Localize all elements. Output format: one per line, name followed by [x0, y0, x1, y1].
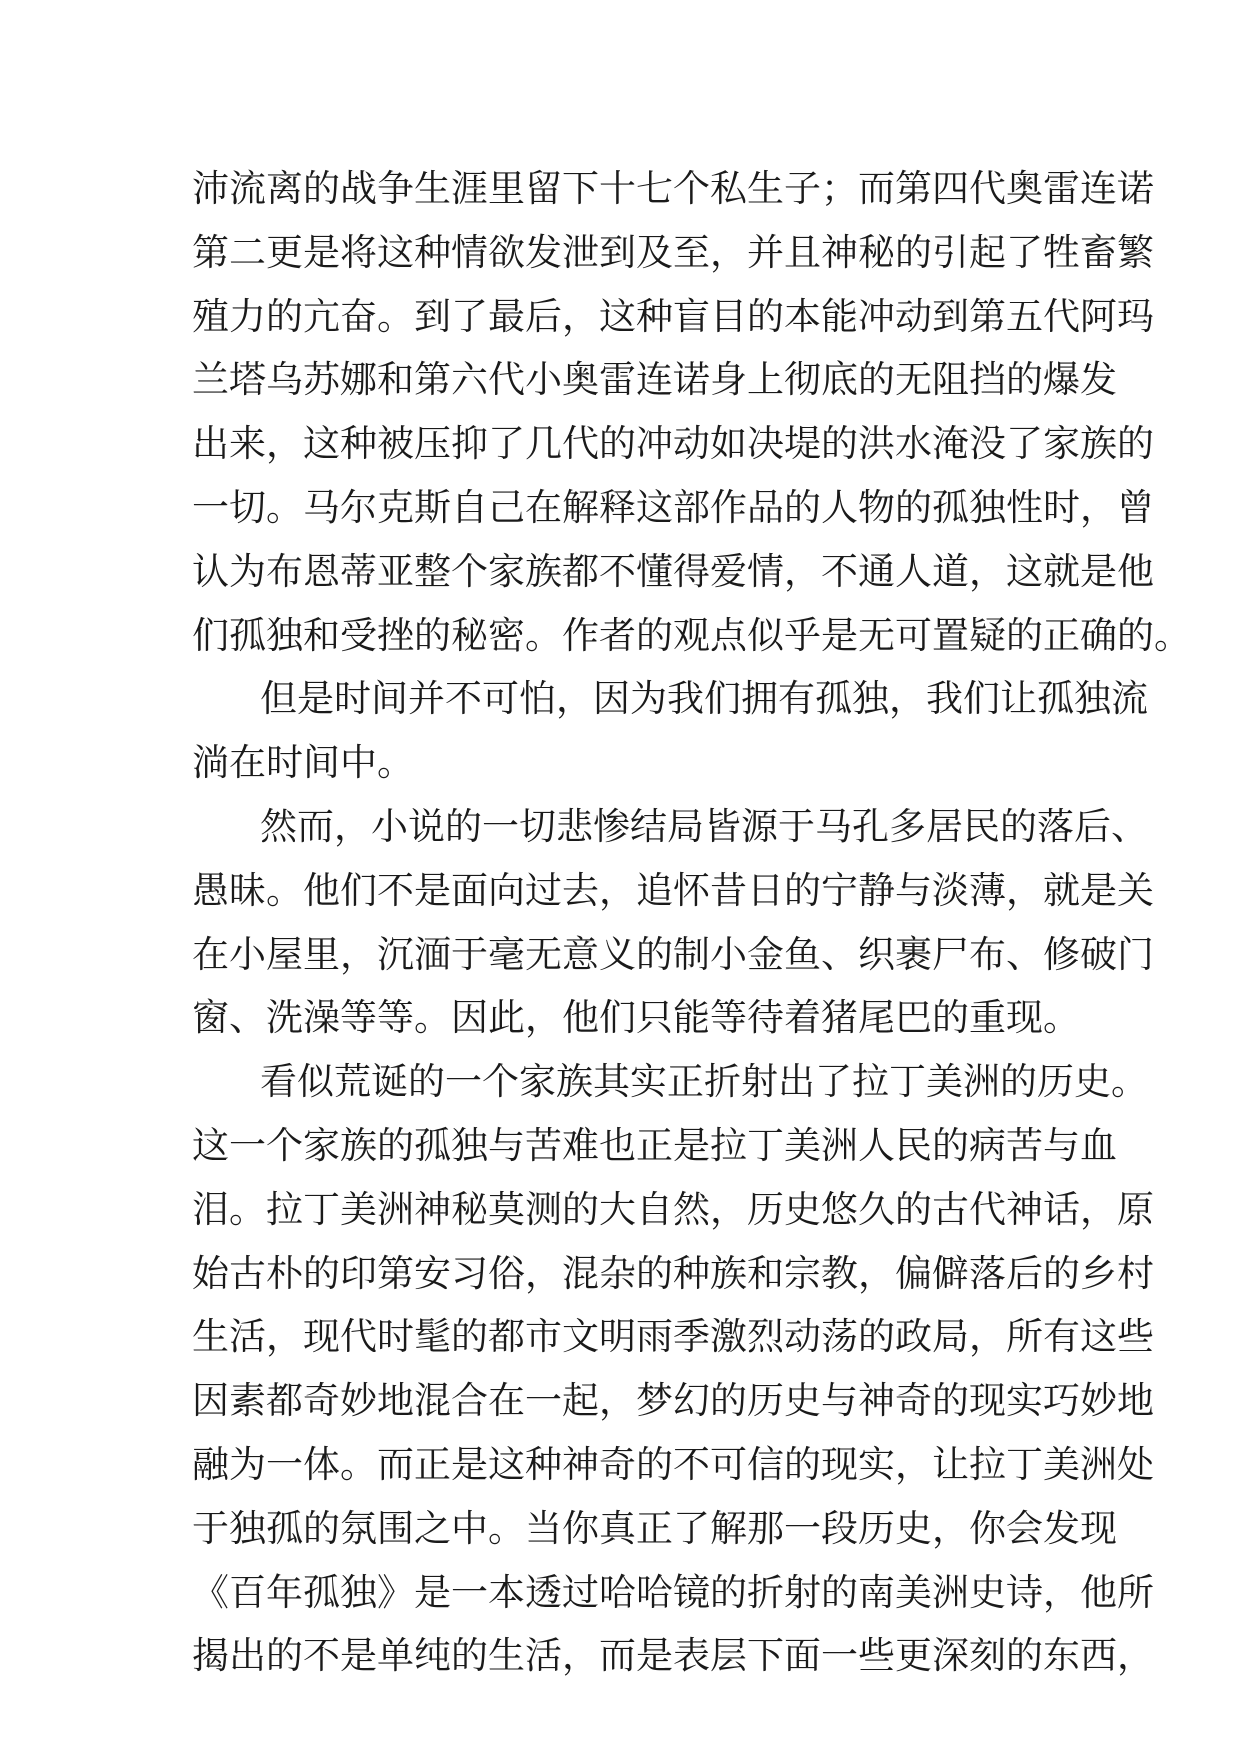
text-line: 生活，现代时髦的都市文明雨季激烈动荡的政局，所有这些 [192, 1315, 1154, 1359]
text-line: 但是时间并不可怕，因为我们拥有孤独，我们让孤独流 [260, 677, 1148, 721]
text-line: 们孤独和受挫的秘密。作者的观点似乎是无可置疑的正确的。 [192, 613, 1191, 657]
text-line: 因素都奇妙地混合在一起，梦幻的历史与神奇的现实巧妙地 [192, 1379, 1154, 1423]
text-line: 愚昧。他们不是面向过去，追怀昔日的宁静与淡薄，就是关 [192, 868, 1154, 912]
text-line: 揭出的不是单纯的生活，而是表层下面一些更深刻的东西， [192, 1634, 1154, 1678]
text-line: 淌在时间中。 [192, 741, 414, 785]
text-line: 沛流离的战争生涯里留下十七个私生子；而第四代奥雷连诺 [192, 167, 1154, 210]
body-text [192, 157, 1191, 1688]
text-line: 融为一体。而正是这种神奇的不可信的现实，让拉丁美洲处 [192, 1442, 1154, 1486]
text-line: 始古朴的印第安习俗，混杂的种族和宗教，偏僻落后的乡村 [192, 1251, 1154, 1295]
text-line: 看似荒诞的一个家族其实正折射出了拉丁美洲的历史。 [260, 1060, 1148, 1104]
text-line: 在小屋里，沉湎于毫无意义的制小金鱼、织裹尸布、修破门 [192, 932, 1154, 976]
text-line: 兰塔乌苏娜和第六代小奥雷连诺身上彻底的无阻挡的爆发 [192, 358, 1117, 402]
text-line: 泪。拉丁美洲神秘莫测的大自然，历史悠久的古代神话，原 [192, 1187, 1154, 1231]
text-line: 出来，这种被压抑了几代的冲动如决堤的洪水淹没了家族的 [192, 422, 1154, 466]
text-line: 于独孤的氛围之中。当你真正了解那一段历史，你会发现 [192, 1506, 1117, 1550]
text-line: 窗、洗澡等等。因此，他们只能等待着猪尾巴的重现。 [192, 996, 1080, 1040]
text-line: 第二更是将这种情欲发泄到及至，并且神秘的引起了牲畜繁 [192, 230, 1154, 274]
text-line: 《百年孤独》是一本透过哈哈镜的折射的南美洲史诗，他所 [192, 1570, 1154, 1614]
text-line: 一切。马尔克斯自己在解释这部作品的人物的孤独性时，曾 [192, 485, 1154, 529]
text-line: 这一个家族的孤独与苦难也正是拉丁美洲人民的病苦与血 [192, 1123, 1117, 1167]
text-line: 然而，小说的一切悲惨结局皆源于马孔多居民的落后、 [260, 804, 1148, 848]
text-line: 认为布恩蒂亚整个家族都不懂得爱情，不通人道，这就是他 [192, 549, 1154, 593]
text-line: 殖力的亢奋。到了最后，这种盲目的本能冲动到第五代阿玛 [192, 294, 1154, 338]
